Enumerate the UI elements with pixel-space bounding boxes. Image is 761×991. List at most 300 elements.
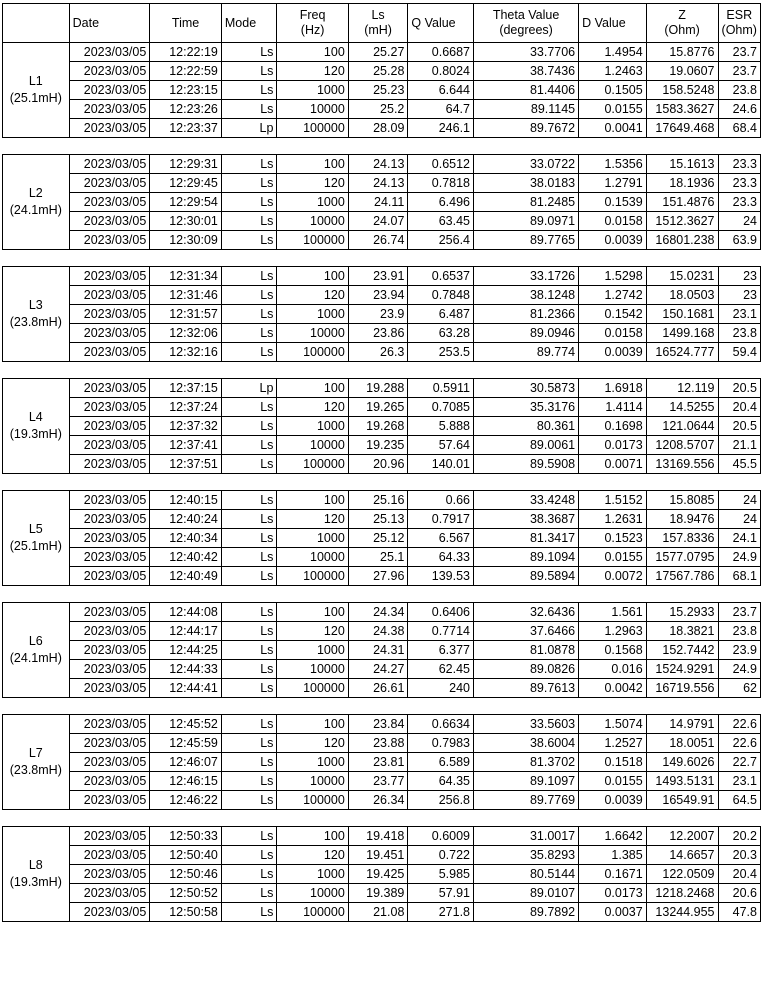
header-q-value [408, 4, 474, 43]
cell-z: 12.2007 [646, 827, 718, 846]
cell-d-value: 0.1568 [579, 641, 647, 660]
cell-time: 12:32:06 [150, 324, 222, 343]
cell-date: 2023/03/05 [69, 865, 150, 884]
table-row [3, 846, 761, 865]
cell-theta-value: 80.361 [474, 417, 579, 436]
cell-q-value: 0.7983 [408, 734, 474, 753]
cell-z: 17649.468 [646, 119, 718, 138]
cell-time: 12:40:24 [150, 510, 222, 529]
cell-ls: 24.13 [348, 174, 408, 193]
cell-z: 18.1936 [646, 174, 718, 193]
cell-mode: Ls [221, 791, 277, 810]
cell-theta-value: 89.1094 [474, 548, 579, 567]
cell-esr: 47.8 [718, 903, 760, 922]
group-name: L8 [28, 858, 43, 872]
table-row [3, 455, 761, 474]
table-row [3, 398, 761, 417]
cell-freq: 10000 [277, 772, 348, 791]
cell-theta-value: 32.6436 [474, 603, 579, 622]
group-inductance: (25.1mH) [9, 539, 62, 553]
cell-time: 12:37:32 [150, 417, 222, 436]
cell-theta-value: 89.0826 [474, 660, 579, 679]
spacer-cell [3, 586, 761, 603]
cell-d-value: 0.1523 [579, 529, 647, 548]
table-row [3, 641, 761, 660]
cell-mode: Ls [221, 81, 277, 100]
cell-freq: 10000 [277, 884, 348, 903]
spacer-cell [3, 362, 761, 379]
cell-mode: Ls [221, 43, 277, 62]
cell-q-value: 139.53 [408, 567, 474, 586]
cell-time: 12:31:57 [150, 305, 222, 324]
cell-z: 16719.556 [646, 679, 718, 698]
cell-d-value: 1.2631 [579, 510, 647, 529]
cell-q-value: 0.6634 [408, 715, 474, 734]
cell-date: 2023/03/05 [69, 62, 150, 81]
cell-freq: 120 [277, 398, 348, 417]
cell-date: 2023/03/05 [69, 548, 150, 567]
cell-z: 149.6026 [646, 753, 718, 772]
cell-z: 15.8085 [646, 491, 718, 510]
table-row [3, 119, 761, 138]
cell-q-value: 0.66 [408, 491, 474, 510]
header-date [69, 4, 150, 43]
cell-time: 12:46:15 [150, 772, 222, 791]
cell-mode: Lp [221, 119, 277, 138]
cell-freq: 10000 [277, 212, 348, 231]
cell-z: 16524.777 [646, 343, 718, 362]
header-line1: Freq [299, 8, 326, 22]
cell-freq: 10000 [277, 548, 348, 567]
cell-q-value: 6.589 [408, 753, 474, 772]
cell-esr: 23.8 [718, 622, 760, 641]
cell-d-value: 0.0155 [579, 100, 647, 119]
cell-ls: 19.265 [348, 398, 408, 417]
cell-mode: Ls [221, 548, 277, 567]
group-name: L1 [28, 74, 43, 88]
cell-ls: 19.418 [348, 827, 408, 846]
cell-d-value: 1.2527 [579, 734, 647, 753]
table-row [3, 715, 761, 734]
group-label-l5 [3, 491, 70, 586]
table-row [3, 567, 761, 586]
table-row [3, 548, 761, 567]
cell-date: 2023/03/05 [69, 827, 150, 846]
cell-freq: 10000 [277, 100, 348, 119]
header-line1: Mode [224, 15, 257, 30]
group-label-l6 [3, 603, 70, 698]
cell-time: 12:31:46 [150, 286, 222, 305]
cell-z: 150.1681 [646, 305, 718, 324]
cell-q-value: 57.91 [408, 884, 474, 903]
cell-freq: 1000 [277, 529, 348, 548]
cell-freq: 1000 [277, 641, 348, 660]
cell-theta-value: 89.7769 [474, 791, 579, 810]
cell-d-value: 0.0155 [579, 772, 647, 791]
cell-esr: 20.4 [718, 398, 760, 417]
table-row [3, 155, 761, 174]
header-esr [718, 4, 760, 43]
header-z [646, 4, 718, 43]
group-inductance: (24.1mH) [9, 203, 62, 217]
cell-freq: 100 [277, 155, 348, 174]
cell-time: 12:46:07 [150, 753, 222, 772]
cell-date: 2023/03/05 [69, 174, 150, 193]
cell-freq: 100 [277, 267, 348, 286]
cell-z: 13244.955 [646, 903, 718, 922]
cell-mode: Ls [221, 212, 277, 231]
cell-date: 2023/03/05 [69, 567, 150, 586]
cell-time: 12:22:19 [150, 43, 222, 62]
cell-z: 16549.91 [646, 791, 718, 810]
cell-freq: 1000 [277, 865, 348, 884]
cell-z: 152.7442 [646, 641, 718, 660]
cell-freq: 120 [277, 286, 348, 305]
cell-mode: Ls [221, 603, 277, 622]
cell-theta-value: 89.0971 [474, 212, 579, 231]
cell-d-value: 1.2742 [579, 286, 647, 305]
cell-date: 2023/03/05 [69, 846, 150, 865]
cell-freq: 120 [277, 622, 348, 641]
cell-freq: 120 [277, 62, 348, 81]
cell-time: 12:30:01 [150, 212, 222, 231]
cell-d-value: 0.1518 [579, 753, 647, 772]
cell-esr: 23.1 [718, 772, 760, 791]
cell-d-value: 1.2963 [579, 622, 647, 641]
table-row [3, 753, 761, 772]
cell-d-value: 1.561 [579, 603, 647, 622]
table-row [3, 491, 761, 510]
spacer-cell [3, 698, 761, 715]
cell-time: 12:23:15 [150, 81, 222, 100]
cell-esr: 22.6 [718, 734, 760, 753]
cell-z: 15.2933 [646, 603, 718, 622]
cell-freq: 100000 [277, 455, 348, 474]
cell-time: 12:23:37 [150, 119, 222, 138]
table-row [3, 193, 761, 212]
cell-mode: Ls [221, 567, 277, 586]
cell-theta-value: 81.0878 [474, 641, 579, 660]
cell-esr: 20.4 [718, 865, 760, 884]
cell-z: 18.9476 [646, 510, 718, 529]
cell-esr: 23.3 [718, 174, 760, 193]
cell-date: 2023/03/05 [69, 603, 150, 622]
cell-q-value: 0.7818 [408, 174, 474, 193]
cell-time: 12:50:33 [150, 827, 222, 846]
cell-ls: 25.2 [348, 100, 408, 119]
cell-date: 2023/03/05 [69, 772, 150, 791]
cell-z: 151.4876 [646, 193, 718, 212]
spacer-cell [3, 474, 761, 491]
cell-time: 12:22:59 [150, 62, 222, 81]
cell-q-value: 0.722 [408, 846, 474, 865]
table-row [3, 324, 761, 343]
cell-theta-value: 89.7765 [474, 231, 579, 250]
table-row [3, 529, 761, 548]
group-name: L3 [28, 298, 43, 312]
cell-z: 1208.5707 [646, 436, 718, 455]
cell-mode: Ls [221, 62, 277, 81]
cell-freq: 100000 [277, 231, 348, 250]
group-label-l4 [3, 379, 70, 474]
group-inductance: (23.8mH) [9, 763, 62, 777]
cell-ls: 19.235 [348, 436, 408, 455]
cell-theta-value: 37.6466 [474, 622, 579, 641]
cell-freq: 120 [277, 846, 348, 865]
cell-esr: 22.7 [718, 753, 760, 772]
table-row [3, 865, 761, 884]
cell-esr: 20.5 [718, 417, 760, 436]
cell-freq: 10000 [277, 660, 348, 679]
cell-esr: 23 [718, 286, 760, 305]
cell-mode: Ls [221, 267, 277, 286]
cell-esr: 24.9 [718, 548, 760, 567]
group-inductance: (24.1mH) [9, 651, 62, 665]
group-label-l2 [3, 155, 70, 250]
cell-q-value: 0.7848 [408, 286, 474, 305]
group-spacer [3, 138, 761, 155]
cell-mode: Ls [221, 753, 277, 772]
cell-date: 2023/03/05 [69, 193, 150, 212]
header-d-value [579, 4, 647, 43]
cell-q-value: 6.567 [408, 529, 474, 548]
cell-mode: Ls [221, 827, 277, 846]
cell-mode: Ls [221, 903, 277, 922]
cell-mode: Ls [221, 622, 277, 641]
cell-mode: Ls [221, 715, 277, 734]
cell-theta-value: 89.7672 [474, 119, 579, 138]
group-spacer [3, 586, 761, 603]
cell-d-value: 1.5152 [579, 491, 647, 510]
cell-d-value: 0.0041 [579, 119, 647, 138]
cell-theta-value: 89.0107 [474, 884, 579, 903]
cell-time: 12:45:59 [150, 734, 222, 753]
table-row [3, 903, 761, 922]
group-label-l7 [3, 715, 70, 810]
cell-ls: 24.31 [348, 641, 408, 660]
header-blank [3, 4, 70, 43]
cell-esr: 24 [718, 510, 760, 529]
group-inductance: (25.1mH) [9, 91, 62, 105]
cell-d-value: 0.0039 [579, 231, 647, 250]
cell-freq: 100 [277, 379, 348, 398]
cell-esr: 62 [718, 679, 760, 698]
header-line2: (degrees) [499, 23, 553, 37]
cell-esr: 68.4 [718, 119, 760, 138]
cell-q-value: 63.28 [408, 324, 474, 343]
cell-freq: 100 [277, 43, 348, 62]
cell-ls: 28.09 [348, 119, 408, 138]
cell-q-value: 0.6537 [408, 267, 474, 286]
cell-theta-value: 33.0722 [474, 155, 579, 174]
cell-z: 18.0503 [646, 286, 718, 305]
cell-q-value: 0.6406 [408, 603, 474, 622]
cell-d-value: 1.5298 [579, 267, 647, 286]
spacer-cell [3, 250, 761, 267]
cell-theta-value: 33.5603 [474, 715, 579, 734]
cell-z: 15.8776 [646, 43, 718, 62]
table-row [3, 343, 761, 362]
cell-esr: 23.3 [718, 193, 760, 212]
cell-date: 2023/03/05 [69, 491, 150, 510]
cell-q-value: 0.7714 [408, 622, 474, 641]
cell-d-value: 0.1671 [579, 865, 647, 884]
cell-ls: 24.34 [348, 603, 408, 622]
group-name: L2 [28, 186, 43, 200]
cell-theta-value: 38.0183 [474, 174, 579, 193]
cell-freq: 100 [277, 491, 348, 510]
cell-q-value: 0.6512 [408, 155, 474, 174]
cell-esr: 23.7 [718, 603, 760, 622]
cell-time: 12:40:42 [150, 548, 222, 567]
cell-ls: 20.96 [348, 455, 408, 474]
group-inductance: (23.8mH) [9, 315, 62, 329]
cell-z: 1218.2468 [646, 884, 718, 903]
cell-date: 2023/03/05 [69, 81, 150, 100]
cell-time: 12:44:33 [150, 660, 222, 679]
header-mode [221, 4, 277, 43]
cell-esr: 24 [718, 491, 760, 510]
cell-z: 1583.3627 [646, 100, 718, 119]
group-name: L7 [28, 746, 43, 760]
table-row [3, 379, 761, 398]
table-row [3, 100, 761, 119]
cell-theta-value: 81.3702 [474, 753, 579, 772]
cell-q-value: 0.7917 [408, 510, 474, 529]
cell-date: 2023/03/05 [69, 660, 150, 679]
cell-time: 12:23:26 [150, 100, 222, 119]
cell-mode: Ls [221, 343, 277, 362]
cell-date: 2023/03/05 [69, 715, 150, 734]
cell-mode: Ls [221, 100, 277, 119]
cell-time: 12:50:46 [150, 865, 222, 884]
cell-q-value: 240 [408, 679, 474, 698]
cell-mode: Ls [221, 193, 277, 212]
cell-time: 12:40:34 [150, 529, 222, 548]
cell-time: 12:37:51 [150, 455, 222, 474]
cell-z: 1499.168 [646, 324, 718, 343]
cell-q-value: 6.496 [408, 193, 474, 212]
cell-mode: Ls [221, 529, 277, 548]
cell-d-value: 1.5356 [579, 155, 647, 174]
cell-mode: Ls [221, 884, 277, 903]
table-row [3, 603, 761, 622]
cell-d-value: 1.5074 [579, 715, 647, 734]
cell-date: 2023/03/05 [69, 641, 150, 660]
cell-ls: 25.16 [348, 491, 408, 510]
cell-freq: 100000 [277, 903, 348, 922]
cell-theta-value: 89.774 [474, 343, 579, 362]
cell-time: 12:32:16 [150, 343, 222, 362]
cell-date: 2023/03/05 [69, 398, 150, 417]
cell-ls: 24.27 [348, 660, 408, 679]
cell-time: 12:37:24 [150, 398, 222, 417]
cell-date: 2023/03/05 [69, 379, 150, 398]
group-spacer [3, 810, 761, 827]
cell-q-value: 5.888 [408, 417, 474, 436]
cell-freq: 100000 [277, 791, 348, 810]
cell-ls: 21.08 [348, 903, 408, 922]
cell-esr: 23.7 [718, 62, 760, 81]
cell-z: 122.0509 [646, 865, 718, 884]
cell-date: 2023/03/05 [69, 305, 150, 324]
cell-time: 12:50:52 [150, 884, 222, 903]
group-inductance: (19.3mH) [9, 427, 62, 441]
group-spacer [3, 362, 761, 379]
cell-esr: 23.9 [718, 641, 760, 660]
cell-q-value: 6.377 [408, 641, 474, 660]
cell-freq: 100000 [277, 343, 348, 362]
cell-mode: Ls [221, 305, 277, 324]
cell-esr: 63.9 [718, 231, 760, 250]
cell-d-value: 0.0039 [579, 791, 647, 810]
cell-d-value: 0.0158 [579, 324, 647, 343]
cell-mode: Ls [221, 846, 277, 865]
cell-ls: 23.9 [348, 305, 408, 324]
cell-freq: 100000 [277, 679, 348, 698]
cell-date: 2023/03/05 [69, 455, 150, 474]
cell-freq: 100000 [277, 119, 348, 138]
cell-date: 2023/03/05 [69, 903, 150, 922]
cell-z: 16801.238 [646, 231, 718, 250]
cell-z: 18.0051 [646, 734, 718, 753]
table-row [3, 660, 761, 679]
cell-date: 2023/03/05 [69, 529, 150, 548]
cell-ls: 26.74 [348, 231, 408, 250]
cell-z: 18.3821 [646, 622, 718, 641]
cell-d-value: 0.0072 [579, 567, 647, 586]
cell-esr: 23.8 [718, 81, 760, 100]
cell-date: 2023/03/05 [69, 884, 150, 903]
cell-theta-value: 81.3417 [474, 529, 579, 548]
cell-date: 2023/03/05 [69, 155, 150, 174]
cell-z: 17567.786 [646, 567, 718, 586]
cell-ls: 25.28 [348, 62, 408, 81]
cell-q-value: 253.5 [408, 343, 474, 362]
cell-ls: 23.91 [348, 267, 408, 286]
cell-time: 12:40:15 [150, 491, 222, 510]
cell-theta-value: 81.2485 [474, 193, 579, 212]
cell-theta-value: 38.6004 [474, 734, 579, 753]
cell-mode: Ls [221, 231, 277, 250]
cell-esr: 59.4 [718, 343, 760, 362]
header-line1: Ls [371, 8, 385, 22]
cell-ls: 19.425 [348, 865, 408, 884]
cell-d-value: 0.0173 [579, 436, 647, 455]
table-row [3, 62, 761, 81]
cell-theta-value: 89.7892 [474, 903, 579, 922]
cell-q-value: 0.8024 [408, 62, 474, 81]
cell-theta-value: 31.0017 [474, 827, 579, 846]
header-line2: (Hz) [300, 23, 325, 37]
cell-date: 2023/03/05 [69, 212, 150, 231]
cell-esr: 24.9 [718, 660, 760, 679]
cell-ls: 27.96 [348, 567, 408, 586]
cell-date: 2023/03/05 [69, 267, 150, 286]
cell-ls: 23.84 [348, 715, 408, 734]
cell-d-value: 1.6918 [579, 379, 647, 398]
cell-theta-value: 30.5873 [474, 379, 579, 398]
cell-z: 15.1613 [646, 155, 718, 174]
cell-q-value: 271.8 [408, 903, 474, 922]
cell-d-value: 1.4114 [579, 398, 647, 417]
cell-freq: 1000 [277, 417, 348, 436]
header-line1: ESR [726, 8, 753, 22]
group-name: L6 [28, 634, 43, 648]
cell-z: 157.8336 [646, 529, 718, 548]
cell-q-value: 0.6687 [408, 43, 474, 62]
cell-theta-value: 89.0061 [474, 436, 579, 455]
